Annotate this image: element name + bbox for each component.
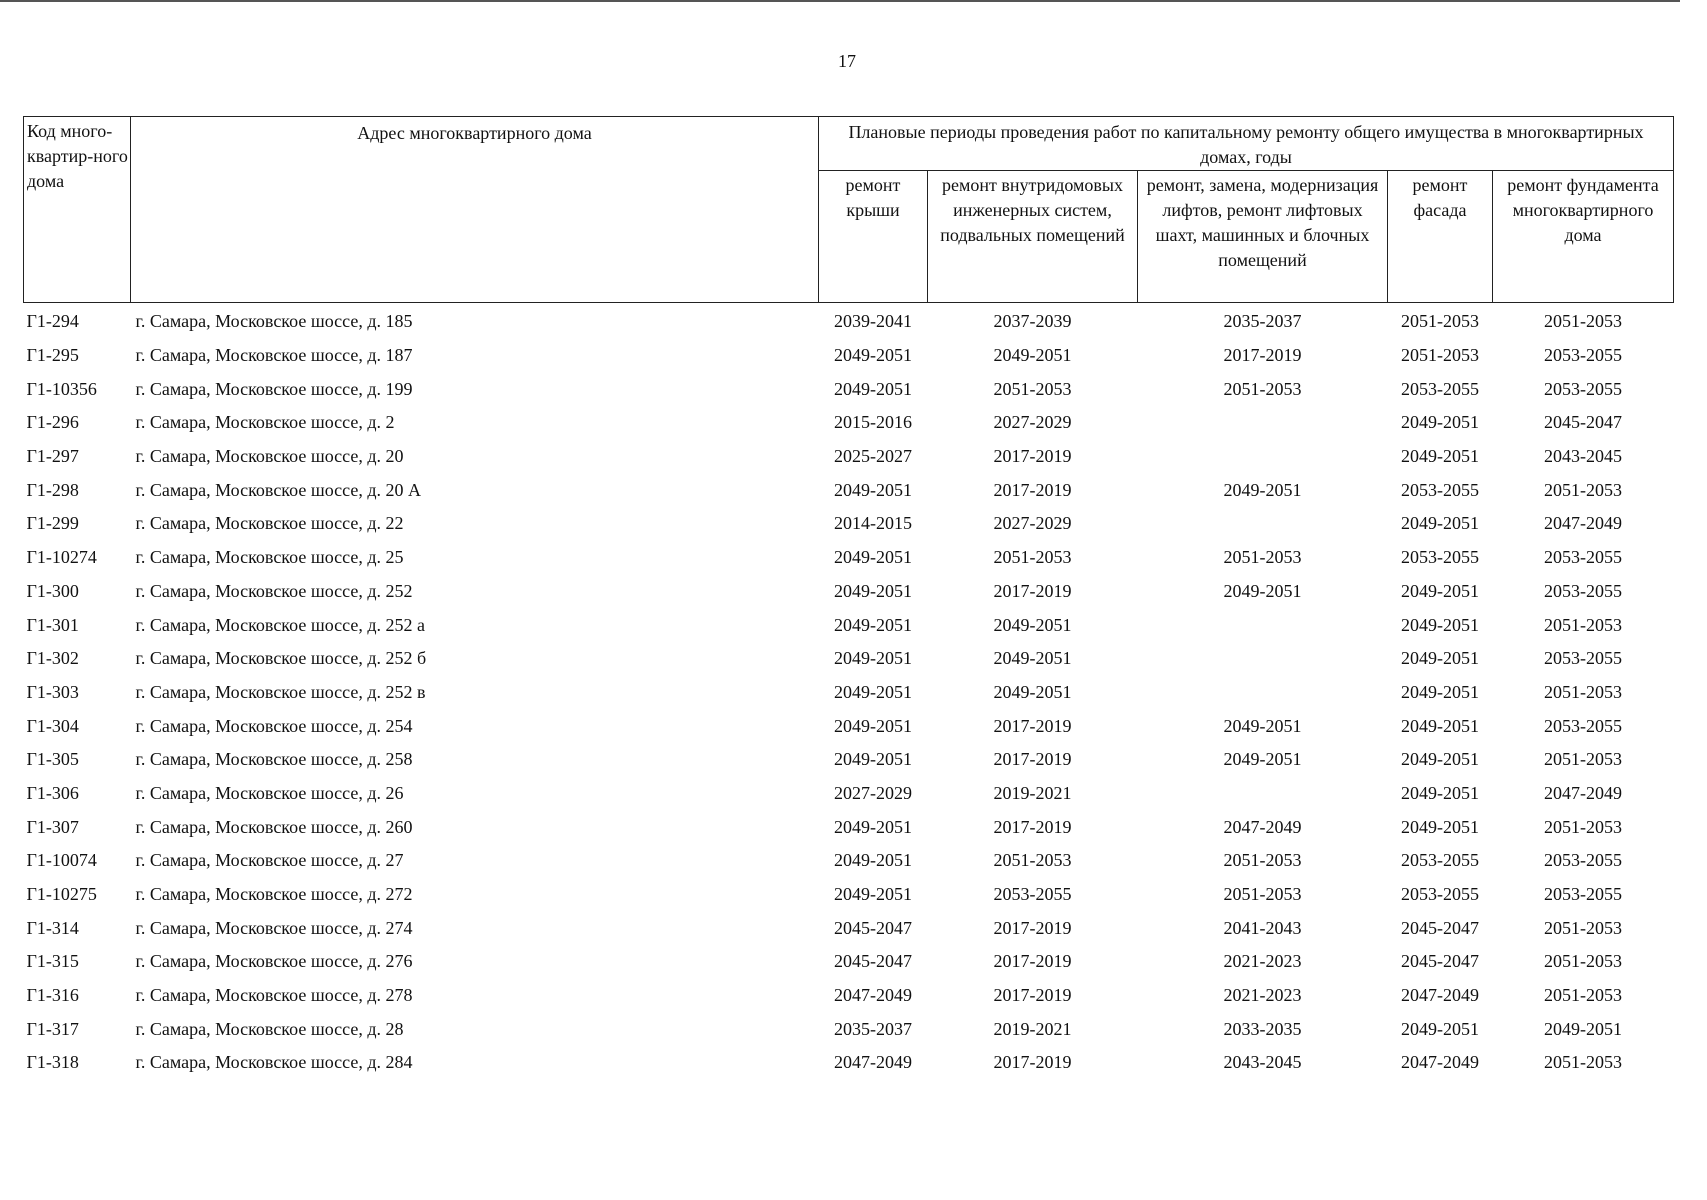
row-facade: 2049-2051	[1401, 580, 1479, 601]
header-periods: Плановые периоды проведения работ по капитальному ремонту общего имущества в многоквартирных домах, годы	[819, 117, 1674, 171]
row-roof: 2047-2049	[834, 985, 912, 1006]
row-facade: 2047-2049	[1401, 985, 1479, 1006]
row-code: Г1-10074	[26, 850, 97, 871]
row-roof: 2049-2051	[834, 681, 912, 702]
row-roof: 2049-2051	[834, 614, 912, 635]
row-facade: 2049-2051	[1401, 412, 1479, 433]
row-address: г. Самара, Московское шоссе, д. 252	[135, 580, 413, 601]
row-systems: 2049-2051	[993, 345, 1072, 366]
row-roof: 2049-2051	[834, 884, 912, 905]
row-systems: 2051-2053	[993, 378, 1072, 399]
table-row	[24, 608, 1674, 642]
row-code: Г1-304	[26, 715, 79, 736]
row-address: г. Самара, Московское шоссе, д. 274	[135, 917, 413, 938]
row-elevators: 2017-2019	[1223, 345, 1302, 366]
row-address: г. Самара, Московское шоссе, д. 284	[135, 1052, 413, 1073]
row-systems: 2049-2051	[993, 648, 1072, 669]
header-roof: ремонт крыши	[819, 171, 928, 303]
header-foundation: ремонт фундамента многоквартирного дома	[1493, 171, 1674, 303]
row-address: г. Самара, Московское шоссе, д. 28	[135, 1018, 404, 1039]
header-address: Адрес многоквартирного дома	[131, 117, 819, 303]
table-row	[24, 440, 1674, 474]
row-address: г. Самара, Московское шоссе, д. 252 в	[135, 681, 426, 702]
table-row	[24, 777, 1674, 811]
row-elevators: 2041-2043	[1223, 917, 1302, 938]
row-code: Г1-10275	[26, 884, 97, 905]
table-row	[24, 676, 1674, 710]
row-foundation: 2053-2055	[1544, 648, 1622, 669]
row-address: г. Самара, Московское шоссе, д. 258	[135, 749, 413, 770]
row-foundation: 2051-2053	[1544, 951, 1622, 972]
row-systems: 2017-2019	[993, 749, 1072, 770]
row-facade: 2049-2051	[1401, 1018, 1479, 1039]
row-systems: 2017-2019	[993, 580, 1072, 601]
row-roof: 2035-2037	[834, 1018, 912, 1039]
row-elevators: 2021-2023	[1223, 985, 1302, 1006]
row-roof: 2049-2051	[834, 749, 912, 770]
row-elevators: 2051-2053	[1223, 850, 1302, 871]
row-foundation: 2047-2049	[1544, 513, 1622, 534]
row-facade: 2049-2051	[1401, 681, 1479, 702]
row-code: Г1-296	[26, 412, 79, 433]
row-facade: 2051-2053	[1401, 345, 1479, 366]
table-row	[24, 303, 1674, 339]
row-address: г. Самара, Московское шоссе, д. 252 б	[135, 648, 427, 669]
row-facade: 2053-2055	[1401, 850, 1479, 871]
row-roof: 2049-2051	[834, 479, 912, 500]
row-code: Г1-315	[26, 951, 79, 972]
row-code: Г1-314	[26, 917, 79, 938]
row-elevators: 2047-2049	[1223, 816, 1302, 837]
row-elevators: 2033-2035	[1223, 1018, 1302, 1039]
row-facade: 2047-2049	[1401, 1052, 1479, 1073]
row-roof: 2039-2041	[834, 311, 912, 332]
row-facade: 2049-2051	[1401, 513, 1479, 534]
row-systems: 2019-2021	[993, 1018, 1072, 1039]
row-code: Г1-305	[26, 749, 79, 770]
table-row	[24, 1046, 1674, 1080]
header-systems: ремонт внутридомовых инженерных систем, подвальных помещений	[928, 171, 1138, 303]
row-foundation: 2051-2053	[1544, 985, 1622, 1006]
row-foundation: 2049-2051	[1544, 1018, 1622, 1039]
row-foundation: 2047-2049	[1544, 782, 1622, 803]
row-elevators	[1138, 642, 1388, 676]
row-facade: 2049-2051	[1401, 648, 1479, 669]
row-facade: 2049-2051	[1401, 816, 1479, 837]
table-row	[24, 507, 1674, 541]
row-foundation: 2051-2053	[1544, 749, 1622, 770]
row-elevators: 2051-2053	[1223, 884, 1302, 905]
table-row	[24, 372, 1674, 406]
row-code: Г1-10356	[26, 378, 97, 399]
row-elevators: 2049-2051	[1223, 749, 1302, 770]
row-roof: 2047-2049	[834, 1052, 912, 1073]
row-address: г. Самара, Московское шоссе, д. 187	[135, 345, 413, 366]
row-address: г. Самара, Московское шоссе, д. 22	[135, 513, 404, 534]
table-row	[24, 575, 1674, 609]
row-address: г. Самара, Московское шоссе, д. 20	[135, 446, 404, 467]
row-code: Г1-298	[26, 479, 79, 500]
row-code: Г1-295	[26, 345, 79, 366]
row-code: Г1-299	[26, 513, 79, 534]
row-facade: 2045-2047	[1401, 951, 1479, 972]
row-foundation: 2043-2045	[1544, 446, 1622, 467]
row-foundation: 2051-2053	[1544, 681, 1622, 702]
row-roof: 2049-2051	[834, 345, 912, 366]
row-foundation: 2053-2055	[1544, 850, 1622, 871]
row-foundation: 2051-2053	[1544, 816, 1622, 837]
row-facade: 2049-2051	[1401, 614, 1479, 635]
row-elevators	[1138, 676, 1388, 710]
row-elevators	[1138, 440, 1388, 474]
row-code: Г1-307	[26, 816, 79, 837]
table-row	[24, 709, 1674, 743]
row-elevators: 2049-2051	[1223, 715, 1302, 736]
table-row	[24, 642, 1674, 676]
row-systems: 2017-2019	[993, 816, 1072, 837]
row-address: г. Самара, Московское шоссе, д. 252 а	[135, 614, 425, 635]
row-elevators	[1138, 777, 1388, 811]
row-code: Г1-10274	[26, 547, 97, 568]
row-systems: 2051-2053	[993, 547, 1072, 568]
capital-repair-table	[23, 116, 1674, 1080]
row-roof: 2049-2051	[834, 850, 912, 871]
table-row	[24, 473, 1674, 507]
row-roof: 2049-2051	[834, 648, 912, 669]
row-address: г. Самара, Московское шоссе, д. 276	[135, 951, 413, 972]
row-systems: 2049-2051	[993, 681, 1072, 702]
row-elevators	[1138, 406, 1388, 440]
row-foundation: 2051-2053	[1544, 1052, 1622, 1073]
row-roof: 2045-2047	[834, 917, 912, 938]
row-address: г. Самара, Московское шоссе, д. 27	[135, 850, 404, 871]
table-row	[24, 406, 1674, 440]
row-code: Г1-297	[26, 446, 79, 467]
row-facade: 2053-2055	[1401, 547, 1479, 568]
row-foundation: 2053-2055	[1544, 884, 1622, 905]
row-facade: 2049-2051	[1401, 715, 1479, 736]
row-systems: 2017-2019	[993, 1052, 1072, 1073]
row-roof: 2049-2051	[834, 816, 912, 837]
row-facade: 2045-2047	[1401, 917, 1479, 938]
table-row	[24, 810, 1674, 844]
row-elevators: 2049-2051	[1223, 479, 1302, 500]
row-facade: 2053-2055	[1401, 378, 1479, 399]
row-systems: 2051-2053	[993, 850, 1072, 871]
row-facade: 2049-2051	[1401, 782, 1479, 803]
row-foundation: 2051-2053	[1544, 614, 1622, 635]
row-elevators: 2021-2023	[1223, 951, 1302, 972]
row-elevators: 2049-2051	[1223, 580, 1302, 601]
row-elevators: 2035-2037	[1223, 311, 1302, 332]
row-systems: 2037-2039	[993, 311, 1072, 332]
row-systems: 2017-2019	[993, 446, 1072, 467]
row-systems: 2049-2051	[993, 614, 1072, 635]
row-systems: 2017-2019	[993, 479, 1072, 500]
row-code: Г1-294	[26, 311, 79, 332]
row-code: Г1-318	[26, 1052, 79, 1073]
row-foundation: 2053-2055	[1544, 378, 1622, 399]
row-foundation: 2053-2055	[1544, 580, 1622, 601]
row-roof: 2015-2016	[834, 412, 912, 433]
row-address: г. Самара, Московское шоссе, д. 278	[135, 985, 413, 1006]
row-facade: 2051-2053	[1401, 311, 1479, 332]
row-facade: 2049-2051	[1401, 446, 1479, 467]
row-foundation: 2051-2053	[1544, 311, 1622, 332]
row-address: г. Самара, Московское шоссе, д. 254	[135, 715, 413, 736]
table-row	[24, 1012, 1674, 1046]
table-row	[24, 541, 1674, 575]
row-systems: 2017-2019	[993, 951, 1072, 972]
row-facade: 2053-2055	[1401, 479, 1479, 500]
row-elevators	[1138, 608, 1388, 642]
row-roof: 2045-2047	[834, 951, 912, 972]
row-address: г. Самара, Московское шоссе, д. 20 А	[135, 479, 421, 500]
row-elevators: 2043-2045	[1223, 1052, 1302, 1073]
header-code: Код много-квартир-ного дома	[24, 117, 131, 303]
row-code: Г1-302	[26, 648, 79, 669]
row-roof: 2025-2027	[834, 446, 912, 467]
row-systems: 2027-2029	[993, 513, 1072, 534]
header-elevators: ремонт, замена, модернизация лифтов, ремонт лифтовых шахт, машинных и блочных помещений	[1138, 171, 1388, 303]
row-address: г. Самара, Московское шоссе, д. 199	[135, 378, 413, 399]
page-number: 17	[838, 51, 856, 71]
top-rule	[0, 0, 1680, 2]
row-address: г. Самара, Московское шоссе, д. 185	[135, 311, 413, 332]
row-address: г. Самара, Московское шоссе, д. 26	[135, 782, 404, 803]
table-row	[24, 743, 1674, 777]
table-row	[24, 945, 1674, 979]
row-roof: 2049-2051	[834, 580, 912, 601]
row-facade: 2049-2051	[1401, 749, 1479, 770]
row-foundation: 2045-2047	[1544, 412, 1622, 433]
row-foundation: 2051-2053	[1544, 917, 1622, 938]
table-row	[24, 844, 1674, 878]
row-roof: 2049-2051	[834, 715, 912, 736]
row-address: г. Самара, Московское шоссе, д. 25	[135, 547, 404, 568]
row-code: Г1-301	[26, 614, 79, 635]
row-roof: 2049-2051	[834, 547, 912, 568]
row-systems: 2017-2019	[993, 917, 1072, 938]
row-foundation: 2051-2053	[1544, 479, 1622, 500]
row-code: Г1-306	[26, 782, 79, 803]
row-systems: 2017-2019	[993, 985, 1072, 1006]
row-foundation: 2053-2055	[1544, 345, 1622, 366]
row-roof: 2014-2015	[834, 513, 912, 534]
table-row	[24, 339, 1674, 373]
row-address: г. Самара, Московское шоссе, д. 2	[135, 412, 395, 433]
table-body	[24, 303, 1674, 1080]
row-facade: 2053-2055	[1401, 884, 1479, 905]
table-row	[24, 878, 1674, 912]
row-systems: 2027-2029	[993, 412, 1072, 433]
table-row	[24, 911, 1674, 945]
row-elevators	[1138, 507, 1388, 541]
row-systems: 2017-2019	[993, 715, 1072, 736]
row-systems: 2019-2021	[993, 782, 1072, 803]
row-roof: 2027-2029	[834, 782, 912, 803]
row-roof: 2049-2051	[834, 378, 912, 399]
row-foundation: 2053-2055	[1544, 547, 1622, 568]
row-elevators: 2051-2053	[1223, 378, 1302, 399]
row-code: Г1-303	[26, 681, 79, 702]
row-foundation: 2053-2055	[1544, 715, 1622, 736]
row-elevators: 2051-2053	[1223, 547, 1302, 568]
row-code: Г1-300	[26, 580, 79, 601]
row-code: Г1-317	[26, 1018, 79, 1039]
row-code: Г1-316	[26, 985, 79, 1006]
row-address: г. Самара, Московское шоссе, д. 260	[135, 816, 413, 837]
row-address: г. Самара, Московское шоссе, д. 272	[135, 884, 413, 905]
header-facade: ремонт фасада	[1388, 171, 1493, 303]
table-row	[24, 979, 1674, 1013]
row-systems: 2053-2055	[993, 884, 1072, 905]
